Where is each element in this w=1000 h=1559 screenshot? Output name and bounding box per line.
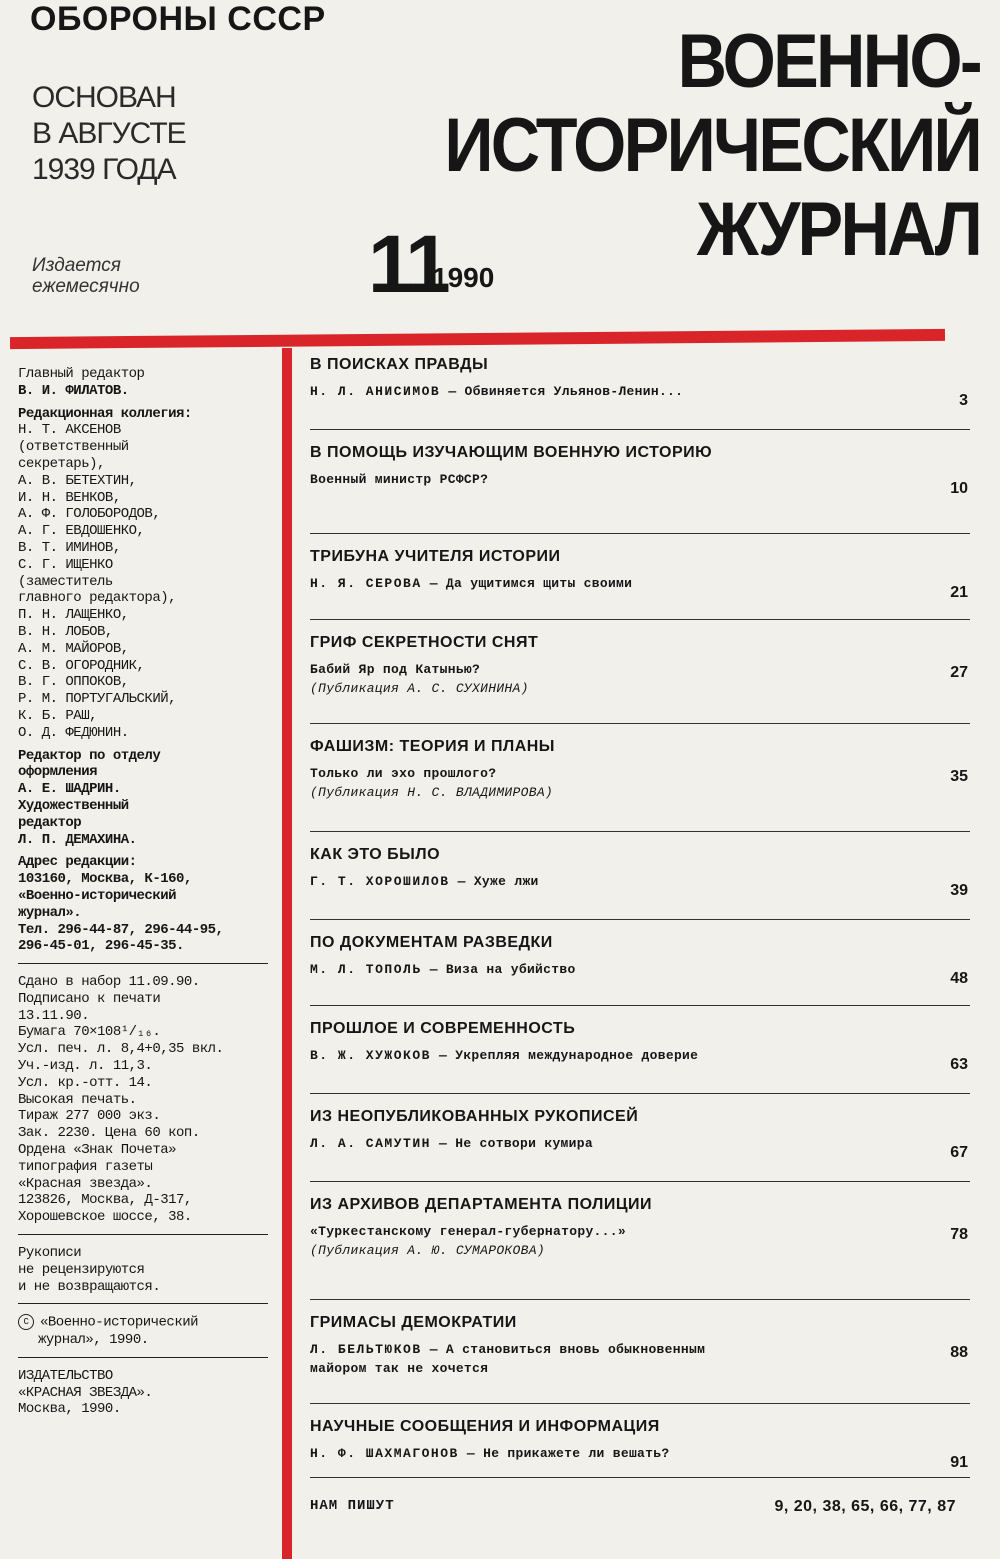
toc-page-number: 91 [950, 1454, 968, 1471]
toc-entry [310, 872, 970, 891]
toc-entry [310, 1359, 970, 1378]
print-info-line: Подписано к печати [18, 990, 161, 1007]
frequency-line: Издается [32, 255, 121, 276]
publisher-line: Москва, 1990. [18, 1401, 121, 1418]
toc-section [310, 534, 970, 620]
staff-column [18, 366, 280, 1424]
frequency-note [32, 255, 140, 297]
red-vertical-rule [282, 348, 292, 1559]
toc-page-number: 39 [950, 882, 968, 899]
address-line: 296-45-01, 296-45-35. [18, 938, 184, 955]
copyright-line: «Военно-исторический [40, 1315, 199, 1332]
letters-pages: 9, 20, 38, 65, 66, 77, 87 [774, 1498, 956, 1515]
print-info-line: Усл. печ. л. 8,4+0,35 вкл. [18, 1041, 224, 1058]
toc-section [310, 1300, 970, 1404]
toc-entry [310, 1222, 970, 1241]
board-member-line: О. Д. ФЕДЮНИН. [18, 724, 129, 741]
toc-section [310, 620, 970, 724]
masthead-line: ИСТОРИЧЕСКИЙ [444, 103, 980, 188]
issue-year: 1990 [432, 262, 495, 293]
toc-page-number: 3 [959, 392, 968, 409]
toc-section-title: НАУЧНЫЕ СООБЩЕНИЯ И ИНФОРМАЦИЯ [310, 1418, 660, 1435]
toc-section [310, 1094, 970, 1182]
publisher-line: ИЗДАТЕЛЬСТВО [18, 1367, 113, 1384]
design-editor-block [18, 748, 280, 849]
board-member-line: И. Н. ВЕНКОВ, [18, 489, 121, 506]
table-of-contents [310, 356, 970, 1514]
address-block [18, 854, 280, 955]
board-block [18, 406, 280, 742]
toc-author: Г. Т. ХОРОШИЛОВ [310, 874, 450, 889]
toc-page-number: 48 [950, 970, 968, 987]
board-member-line: А. М. МАЙОРОВ, [18, 640, 129, 657]
toc-entry [310, 1340, 970, 1359]
design-editor-line: А. Е. ШАДРИН. [18, 781, 121, 798]
editor-block [18, 366, 280, 400]
print-info-line: Ордена «Знак Почета» [18, 1142, 177, 1159]
print-info-line: Усл. кр.-отт. 14. [18, 1074, 153, 1091]
board-member-line: К. Б. РАШ, [18, 707, 98, 724]
toc-section-title: В ПОИСКАХ ПРАВДЫ [310, 356, 489, 373]
toc-page-number: 88 [950, 1344, 968, 1361]
board-member-line: В. Т. ИМИНОВ, [18, 539, 121, 556]
print-info-line: Сдано в набор 11.09.90. [18, 974, 200, 991]
design-editor-line: Л. П. ДЕМАХИНА. [18, 831, 137, 848]
board-member-line: С. В. ОГОРОДНИК, [18, 657, 145, 674]
toc-section [310, 920, 970, 1006]
copyright-block [18, 1314, 280, 1348]
print-info-line: Хорошевское шоссе, 38. [18, 1209, 192, 1226]
toc-entry [310, 1134, 970, 1153]
copyright-icon: C [18, 1314, 34, 1330]
red-horizontal-rule [10, 329, 945, 349]
masthead-line: ВОЕННО- [677, 19, 980, 104]
toc-page-number: 67 [950, 1144, 968, 1161]
print-info-line: Уч.-изд. л. 11,3. [18, 1058, 153, 1075]
toc-article-title: — А становиться вновь обыкновенным [421, 1342, 706, 1357]
board-member-line: секретарь), [18, 455, 105, 472]
toc-section [310, 1182, 970, 1300]
manuscripts-line: и не возвращаются. [18, 1278, 161, 1295]
toc-author: В. Ж. ХУЖОКОВ [310, 1048, 431, 1063]
toc-section [310, 430, 970, 534]
board-member-line: главного редактора), [18, 590, 177, 607]
board-member-line: А. В. БЕТЕХТИН, [18, 472, 137, 489]
toc-page-number: 21 [950, 584, 968, 601]
toc-entry [310, 1241, 970, 1260]
founded-line: 1939 ГОДА [32, 153, 176, 186]
print-info-line: Бумага 70×108¹/₁₆. [18, 1024, 161, 1041]
design-editor-line: оформления [18, 764, 98, 781]
editor-name: В. И. ФИЛАТОВ. [18, 382, 129, 399]
board-member-line: Р. М. ПОРТУГАЛЬСКИЙ, [18, 691, 177, 708]
toc-section-title: КАК ЭТО БЫЛО [310, 846, 441, 863]
toc-entry [310, 1046, 970, 1065]
print-info-block [18, 974, 280, 1226]
toc-section [310, 724, 970, 832]
divider [18, 1303, 268, 1304]
toc-article-title: майором так не хочется [310, 1361, 489, 1376]
print-info-line: Тираж 277 000 экз. [18, 1108, 161, 1125]
toc-entry [310, 764, 970, 783]
address-line: Тел. 296-44-87, 296-44-95, [18, 921, 224, 938]
toc-article-title: — Не прикажете ли вешать? [458, 1446, 670, 1461]
design-editor-line: редактор [18, 814, 82, 831]
toc-author: Л. БЕЛЬТЮКОВ [310, 1342, 422, 1357]
founded-line: В АВГУСТЕ [32, 117, 186, 150]
board-member-line: А. Г. ЕВДОШЕНКО, [18, 523, 145, 540]
letters-label: НАМ ПИШУТ [310, 1498, 395, 1514]
board-member-line: В. Н. ЛОБОВ, [18, 623, 113, 640]
copyright-line: журнал», 1990. [38, 1331, 149, 1348]
toc-entry [310, 1444, 970, 1463]
editor-title: Главный редактор [18, 366, 145, 382]
toc-page-number: 10 [950, 480, 968, 497]
masthead-title [431, 20, 980, 272]
toc-article-title: Бабий Яр под Катынью? [310, 662, 481, 677]
toc-article-title: — Да ущитимся щиты своими [421, 576, 633, 591]
board-member-line: Н. Т. АКСЕНОВ [18, 422, 121, 439]
toc-section-title: ИЗ НЕОПУБЛИКОВАННЫХ РУКОПИСЕЙ [310, 1108, 639, 1125]
letters-footer [310, 1498, 970, 1514]
toc-section-title: ИЗ АРХИВОВ ДЕПАРТАМЕНТА ПОЛИЦИИ [310, 1196, 653, 1213]
toc-entry [310, 470, 970, 489]
divider [18, 1357, 268, 1358]
design-editor-line: Редактор по отделу [18, 747, 161, 764]
address-line: журнал». [18, 904, 82, 921]
address-line: «Военно-исторический [18, 887, 177, 904]
toc-entry [310, 679, 970, 698]
toc-article-title: (Публикация Н. С. ВЛАДИМИРОВА) [310, 785, 554, 800]
publisher-org: ОБОРОНЫ СССР [30, 0, 326, 38]
toc-article-title: — Обвиняется Ульянов-Ленин... [440, 384, 684, 399]
toc-section-title: ГРИФ СЕКРЕТНОСТИ СНЯТ [310, 634, 539, 651]
toc-page-number: 35 [950, 768, 968, 785]
founded-line: ОСНОВАН [32, 81, 176, 114]
manuscripts-line: Рукописи [18, 1245, 82, 1262]
board-member-line: П. Н. ЛАЩЕНКО, [18, 607, 129, 624]
board-member-line: (ответственный [18, 439, 129, 456]
toc-author: Н. Я. СЕРОВА [310, 576, 422, 591]
print-info-line: 13.11.90. [18, 1007, 90, 1024]
toc-section [310, 1404, 970, 1478]
issue-number: 11 [368, 219, 447, 310]
masthead-line: ЖУРНАЛ [696, 187, 980, 272]
board-member-line: (заместитель [18, 573, 113, 590]
toc-article-title: — Хуже лжи [449, 874, 539, 889]
publisher-block [18, 1368, 280, 1418]
toc-page-number: 27 [950, 664, 968, 681]
board-member-line: В. Г. ОППОКОВ, [18, 674, 129, 691]
toc-entry [310, 574, 970, 593]
print-info-line: 123826, Москва, Д-317, [18, 1192, 192, 1209]
toc-section-title: ПО ДОКУМЕНТАМ РАЗВЕДКИ [310, 934, 553, 951]
board-member-line: А. Ф. ГОЛОБОРОДОВ, [18, 506, 161, 523]
toc-section-title: ФАШИЗМ: ТЕОРИЯ И ПЛАНЫ [310, 738, 555, 755]
address-line: Адрес редакции: [18, 854, 137, 871]
board-list [18, 422, 280, 741]
toc-entry [310, 960, 970, 979]
frequency-line: ежемесячно [32, 276, 140, 297]
print-info-line: Зак. 2230. Цена 60 коп. [18, 1125, 200, 1142]
toc-page-number: 63 [950, 1056, 968, 1073]
publisher-line: «КРАСНАЯ ЗВЕЗДА». [18, 1384, 153, 1401]
manuscripts-line: не рецензируются [18, 1261, 145, 1278]
founded-note [32, 80, 186, 188]
toc-author: Н. Л. АНИСИМОВ [310, 384, 441, 399]
toc-section [310, 1006, 970, 1094]
toc-section [310, 832, 970, 920]
toc-article-title: — Не сотвори кумира [430, 1136, 593, 1151]
toc-entry [310, 382, 970, 401]
print-info-line: Высокая печать. [18, 1091, 137, 1108]
toc-entry [310, 783, 970, 802]
toc-author: Л. А. САМУТИН [310, 1136, 431, 1151]
print-info-line: типография газеты [18, 1158, 153, 1175]
toc-author: М. Л. ТОПОЛЬ [310, 962, 422, 977]
toc-author: Н. Ф. ШАХМАГОНОВ [310, 1446, 459, 1461]
toc-article-title: (Публикация А. Ю. СУМАРОКОВА) [310, 1243, 545, 1258]
toc-article-title: Только ли эхо прошлого? [310, 766, 497, 781]
address-line: 103160, Москва, К-160, [18, 871, 192, 888]
toc-section [310, 356, 970, 430]
toc-section-title: ПРОШЛОЕ И СОВРЕМЕННОСТЬ [310, 1020, 576, 1037]
toc-section-title: ГРИМАСЫ ДЕМОКРАТИИ [310, 1314, 517, 1331]
toc-article-title: — Виза на убийство [421, 962, 576, 977]
board-member-line: С. Г. ИЩЕНКО [18, 556, 113, 573]
design-editor-line: Художественный [18, 797, 129, 814]
toc-article-title: — Укрепляя международное доверие [430, 1048, 699, 1063]
toc-section-title: ТРИБУНА УЧИТЕЛЯ ИСТОРИИ [310, 548, 561, 565]
toc-article-title: Военный министр РСФСР? [310, 472, 489, 487]
toc-article-title: «Туркестанскому генерал-губернатору...» [310, 1224, 626, 1239]
toc-section-title: В ПОМОЩЬ ИЗУЧАЮЩИМ ВОЕННУЮ ИСТОРИЮ [310, 444, 713, 461]
print-info-line: «Красная звезда». [18, 1175, 153, 1192]
board-title: Редакционная коллегия: [18, 405, 192, 422]
divider [18, 1234, 268, 1235]
toc-entry [310, 660, 970, 679]
toc-page-number: 78 [950, 1226, 968, 1243]
manuscripts-note [18, 1245, 280, 1295]
divider [18, 963, 268, 964]
toc-article-title: (Публикация А. С. СУХИНИНА) [310, 681, 529, 696]
